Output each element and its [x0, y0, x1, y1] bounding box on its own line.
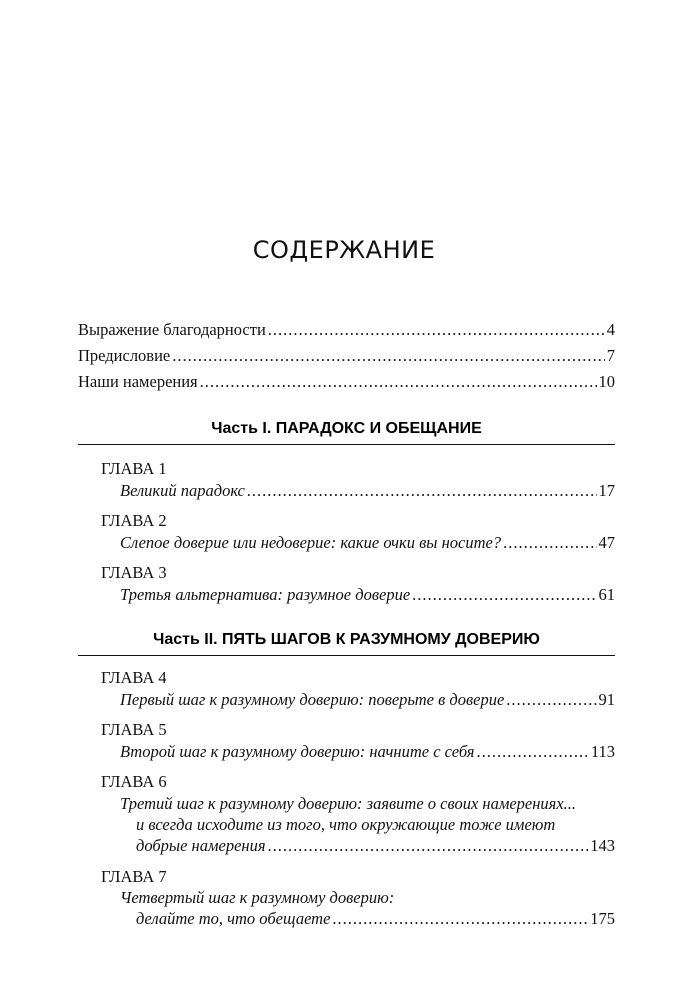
leader-dots — [247, 481, 597, 501]
chapter-2-label: ГЛАВА 2 — [101, 511, 167, 530]
entry-page: 7 — [606, 346, 615, 365]
entry-page: 10 — [598, 372, 615, 391]
leader-dots — [268, 836, 589, 856]
leader-dots — [506, 690, 596, 710]
entry-title: Третья альтернатива: разумное доверие — [120, 585, 411, 604]
entry-page: 113 — [590, 742, 615, 761]
chapter-1-label: ГЛАВА 1 — [101, 459, 167, 478]
toc-entry-chapter-5[interactable] — [120, 742, 615, 762]
entry-title: Наши намерения — [78, 372, 198, 391]
entry-title: Великий парадокс — [120, 481, 245, 500]
part-2-heading: Часть II. ПЯТЬ ШАГОВ К РАЗУМНОМУ ДОВЕРИЮ — [153, 631, 540, 648]
part-2-rule — [78, 655, 615, 656]
toc-entry-chapter-1[interactable] — [120, 481, 615, 501]
page-title: СОДЕРЖАНИЕ — [252, 236, 436, 264]
chapter-5-label: ГЛАВА 5 — [101, 720, 167, 739]
entry-page: 175 — [590, 909, 615, 928]
entry-title: Выражение благодарности — [78, 320, 266, 339]
entry-page: 17 — [598, 481, 615, 500]
leader-dots — [412, 585, 596, 605]
leader-dots — [268, 320, 605, 340]
chapter-7-label: ГЛАВА 7 — [101, 867, 167, 886]
entry-page: 61 — [598, 585, 615, 604]
entry-title: Слепое доверие или недоверие: какие очки вы носите? — [120, 533, 502, 552]
toc-entry-chapter-7[interactable] — [136, 909, 615, 929]
entry-title: Второй шаг к разумному доверию: начните с себя — [120, 742, 475, 761]
toc-entry-chapter-4[interactable] — [120, 690, 615, 710]
entry-title: Первый шаг к разумному доверию: поверьте в доверие — [120, 690, 505, 709]
entry-title: Предисловие — [78, 346, 171, 365]
chapter-4-label: ГЛАВА 4 — [101, 668, 167, 687]
part-1-heading: Часть I. ПАРАДОКС И ОБЕЩАНИЕ — [211, 420, 482, 437]
leader-dots — [332, 909, 588, 929]
chapter-6-title-line-2: и всегда исходите из того, что окружающие тоже имеют — [136, 815, 556, 834]
entry-page: 47 — [598, 533, 615, 552]
toc-entry-acknowledgements[interactable] — [78, 320, 615, 340]
leader-dots — [172, 346, 605, 366]
chapter-6-label: ГЛАВА 6 — [101, 772, 167, 791]
toc-entry-chapter-3[interactable] — [120, 585, 615, 605]
toc-entry-chapter-2[interactable] — [120, 533, 615, 553]
chapter-6-title-line-1: Третий шаг к разумному доверию: заявите о своих намерениях... — [120, 794, 577, 813]
entry-page: 91 — [598, 690, 615, 709]
toc-entry-intentions[interactable] — [78, 372, 615, 392]
chapter-3-label: ГЛАВА 3 — [101, 563, 167, 582]
part-1-rule — [78, 444, 615, 445]
entry-title: добрые намерения — [136, 836, 266, 855]
toc-entry-preface[interactable] — [78, 346, 615, 366]
chapter-7-title-line-1: Четвертый шаг к разумному доверию: — [120, 888, 395, 907]
leader-dots — [200, 372, 597, 392]
entry-page: 143 — [590, 836, 615, 855]
leader-dots — [476, 742, 588, 762]
entry-title: делайте то, что обещаете — [136, 909, 331, 928]
toc-entry-chapter-6[interactable] — [136, 836, 615, 856]
leader-dots — [503, 533, 596, 553]
entry-page: 4 — [606, 320, 615, 339]
